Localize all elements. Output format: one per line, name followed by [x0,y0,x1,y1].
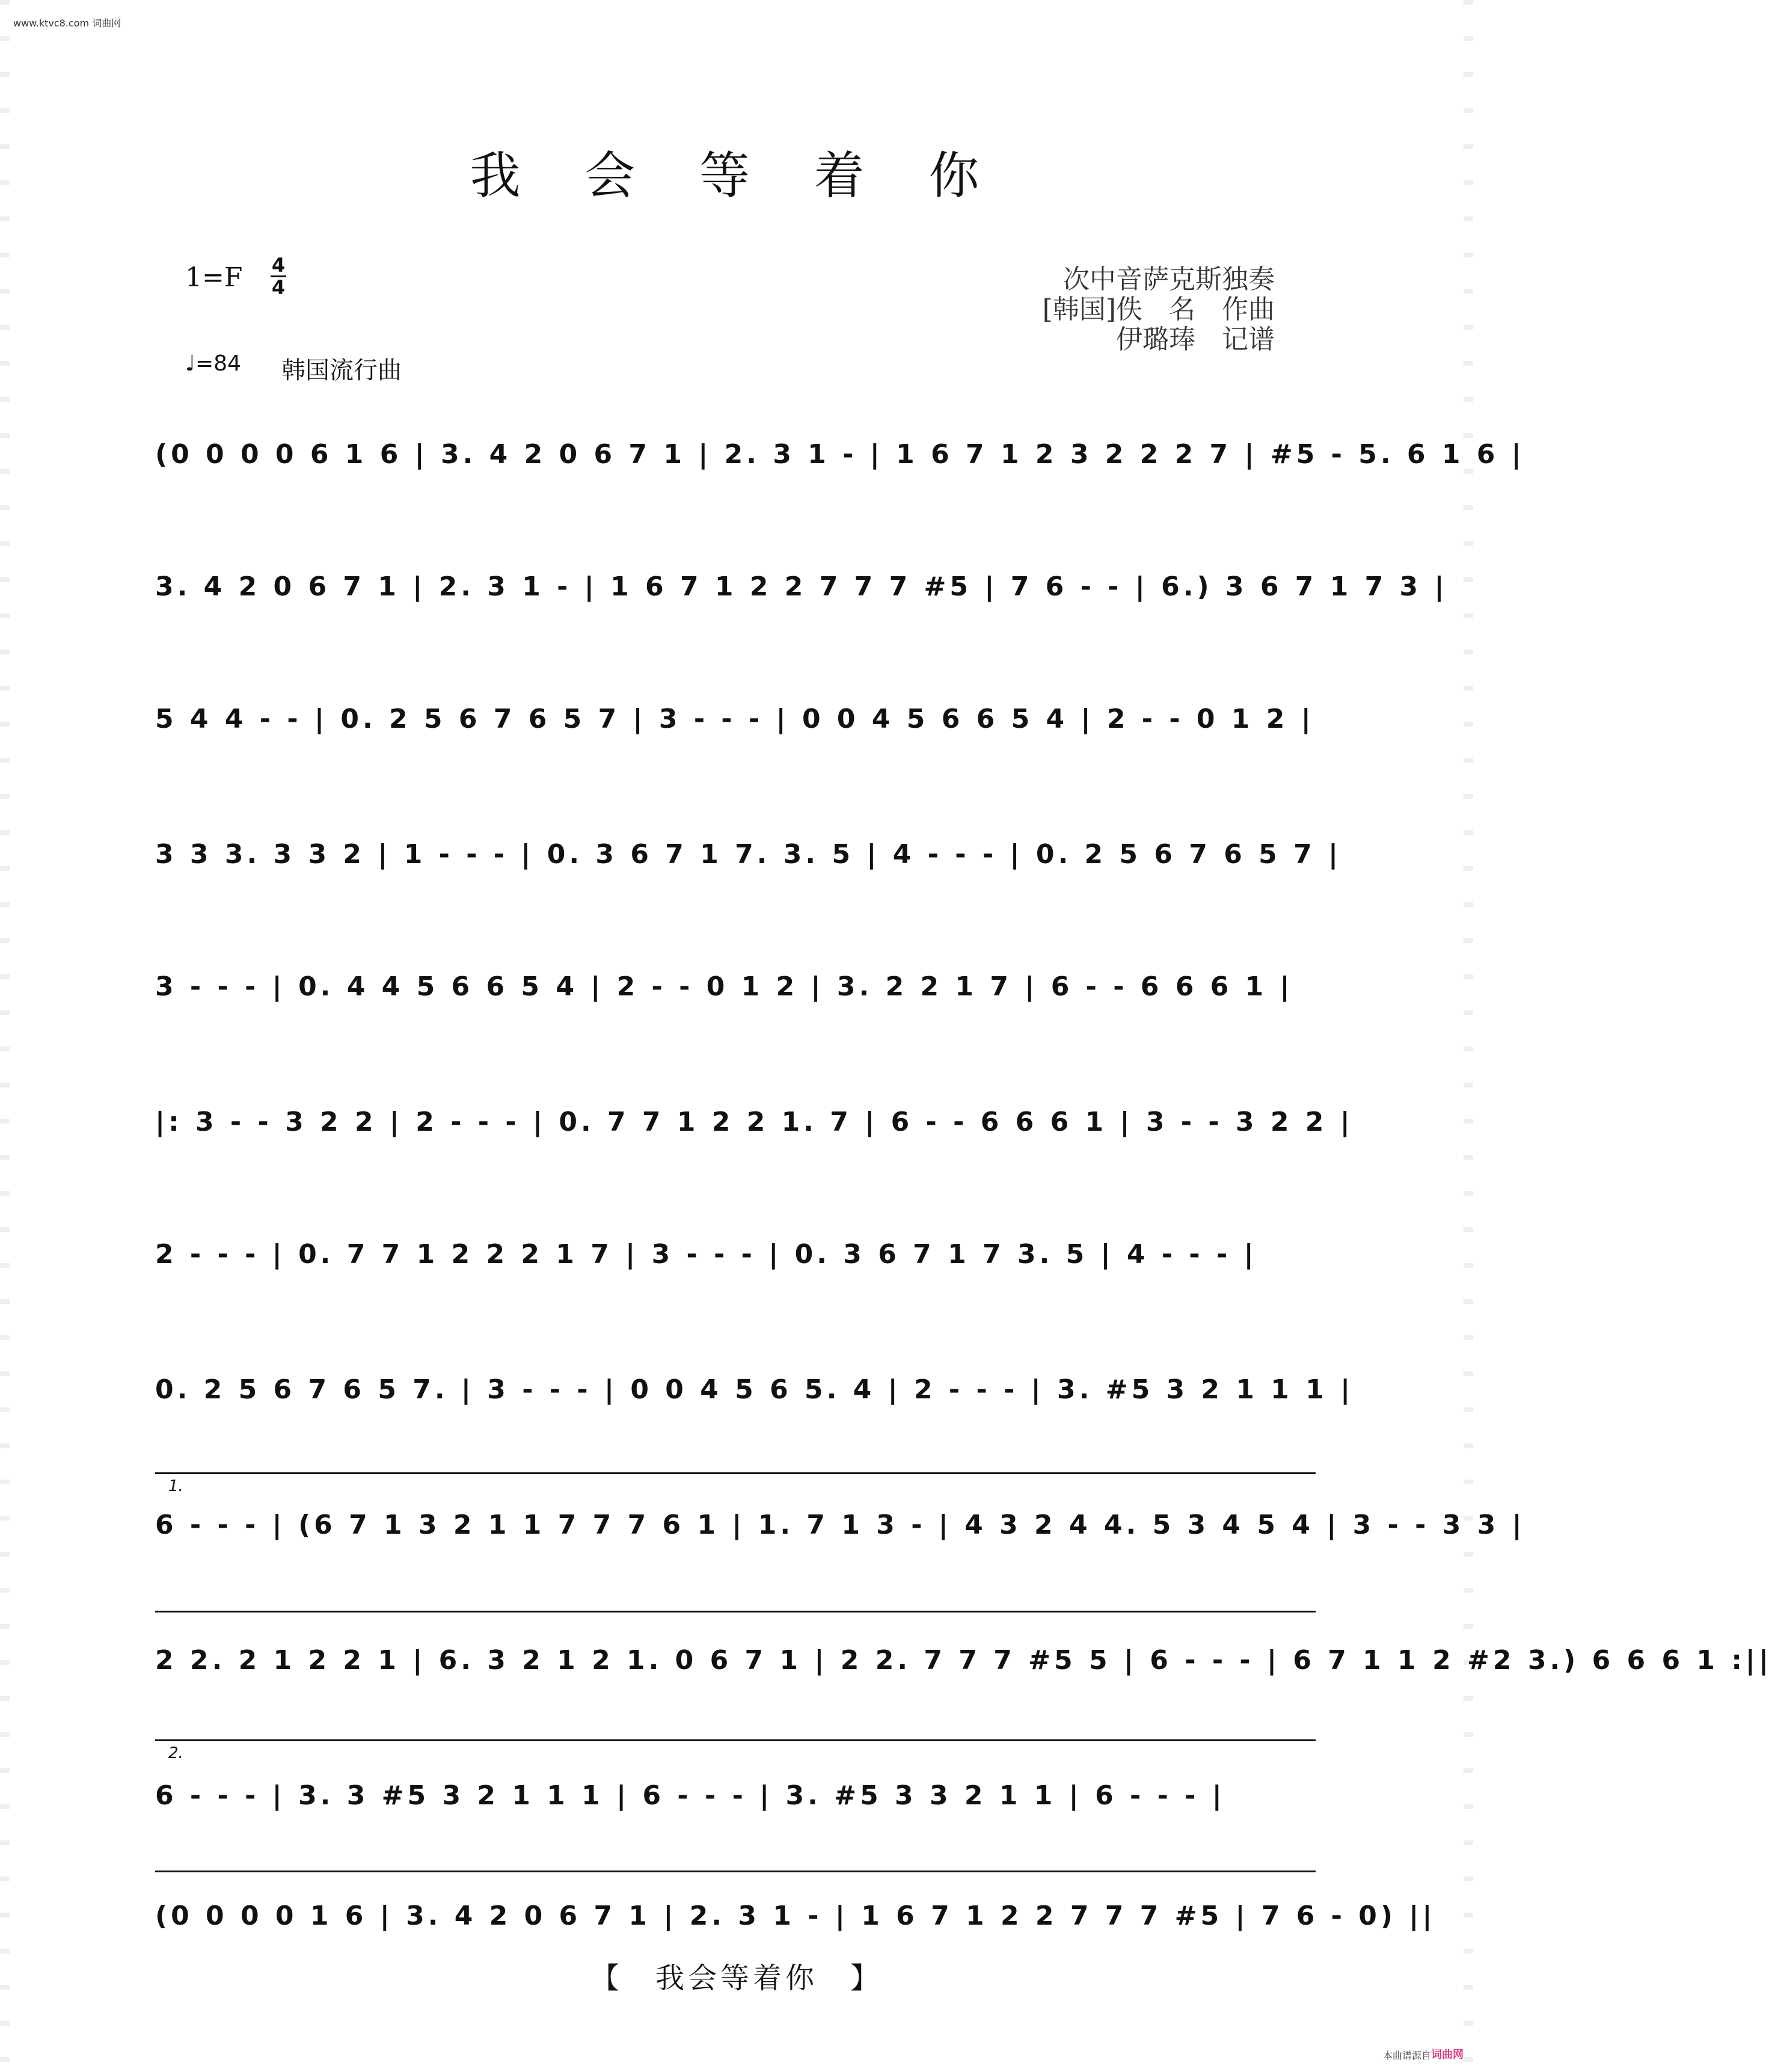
tempo-marking: ♩=84 [185,351,241,376]
staff-line-3 [155,704,1328,776]
footer-source-text: 本曲谱源自 [1382,2050,1431,2061]
credit-composer: [韩国]佚 名 作曲 [1042,294,1275,325]
time-signature [269,255,287,298]
left-watermark-strip [0,0,10,2072]
credit-transcriber: 伊璐琫 记谱 [1116,324,1275,355]
volta-1-label: 1. [168,1477,183,1495]
notation-text: 2 - - - | 0. 7 7 1 2 2 2 1 7 | 3 - - - | 0. 3 6 7 1 7 3. 5 | 4 - - - | [155,1239,1257,1270]
notation-text: |: 3 - - 3 2 2 | 2 - - - | 0. 7 7 1 2 2 1. 7 | 6 - - 6 6 6 1 | 3 - - 3 2 2 | [155,1107,1354,1137]
site-url: www.ktvc8.com 词曲网 [13,17,121,29]
time-signature-bottom: 4 [271,276,286,299]
notation-text: 6 - - - | (6 7 1 3 2 1 1 7 7 7 6 1 | 1. 7 1 3 - | 4 3 2 4 4. 5 3 4 5 4 | 3 - - 3 3 | [155,1510,1525,1540]
staff-line-6 [155,1107,1354,1179]
volta-bracket-1 [155,1472,1316,1481]
song-title: 我 会 等 着 你 [470,146,1004,205]
volta-bracket-1-end [155,1611,1316,1620]
staff-line-4 [155,839,1342,911]
footer-title: 【 我会等着你 】 [590,1961,883,1995]
staff-line-5 [155,971,1328,1044]
notation-text: 2 2. 2 1 2 2 1 | 6. 3 2 1 2 1. 0 6 7 1 | 2 2. 7 7 7 #5 5 | 6 - - - | 6 7 1 1 2 #2 3.) 6 6 6 1 :|| [155,1645,1772,1676]
staff-line-1 [155,439,1525,511]
notation-text: (0 0 0 0 6 1 6 | 3. 4 2 0 6 7 1 | 2. 3 1 - | 1 6 7 1 2 3 2 2 2 7 | #5 - 5. 6 1 6 | [155,439,1525,470]
volta-2-label: 2. [168,1744,183,1762]
notation-text: 0. 2 5 6 7 6 5 7. | 3 - - - | 0 0 4 5 6 5. 4 | 2 - - - | 3. #5 3 2 1 1 1 | [155,1374,1354,1405]
key-signature: 1=F [185,262,243,293]
staff-line-9 [155,1510,1525,1582]
staff-line-8 [155,1374,1354,1446]
notation-text: 3. 4 2 0 6 7 1 | 2. 3 1 - | 1 6 7 1 2 2 7 7 7 #5 | 7 6 - - | 6.) 3 6 7 1 7 3 | [155,571,1448,602]
credits [1043,265,1275,355]
notation-text: 5 4 4 - - | 0. 2 5 6 7 6 5 7 | 3 - - - | 0 0 4 5 6 6 5 4 | 2 - - 0 1 2 | [155,704,1314,734]
right-watermark-strip [1464,0,1473,2072]
footer-logo: 词曲网 [1431,2049,1464,2061]
notation-text: 3 3 3. 3 3 2 | 1 - - - | 0. 3 6 7 1 7. 3. 5 | 4 - - - | 0. 2 5 6 7 6 5 7 | [155,839,1342,870]
credit-instrument: 次中音萨克斯独奏 [1063,264,1275,295]
notation-text: 6 - - - | 3. 3 #5 3 2 1 1 1 | 6 - - - | 3. #5 3 3 2 1 1 | 6 - - - | [155,1780,1225,1811]
staff-line-2 [155,571,1448,644]
staff-line-11 [155,1780,1328,1852]
notation-text: 3 - - - | 0. 4 4 5 6 6 5 4 | 2 - - 0 1 2 | 3. 2 2 1 7 | 6 - - 6 6 6 1 | [155,971,1293,1002]
genre-label: 韩国流行曲 [281,357,402,384]
staff-line-7 [155,1239,1328,1311]
volta-bracket-2-end [155,1871,1316,1880]
notation-text: (0 0 0 0 1 6 | 3. 4 2 0 6 7 1 | 2. 3 1 - | 1 6 7 1 2 2 7 7 7 #5 | 7 6 - 0) || [155,1901,1436,1931]
volta-bracket-2 [155,1739,1316,1748]
time-signature-top: 4 [271,254,286,277]
staff-line-10 [155,1645,1772,1717]
